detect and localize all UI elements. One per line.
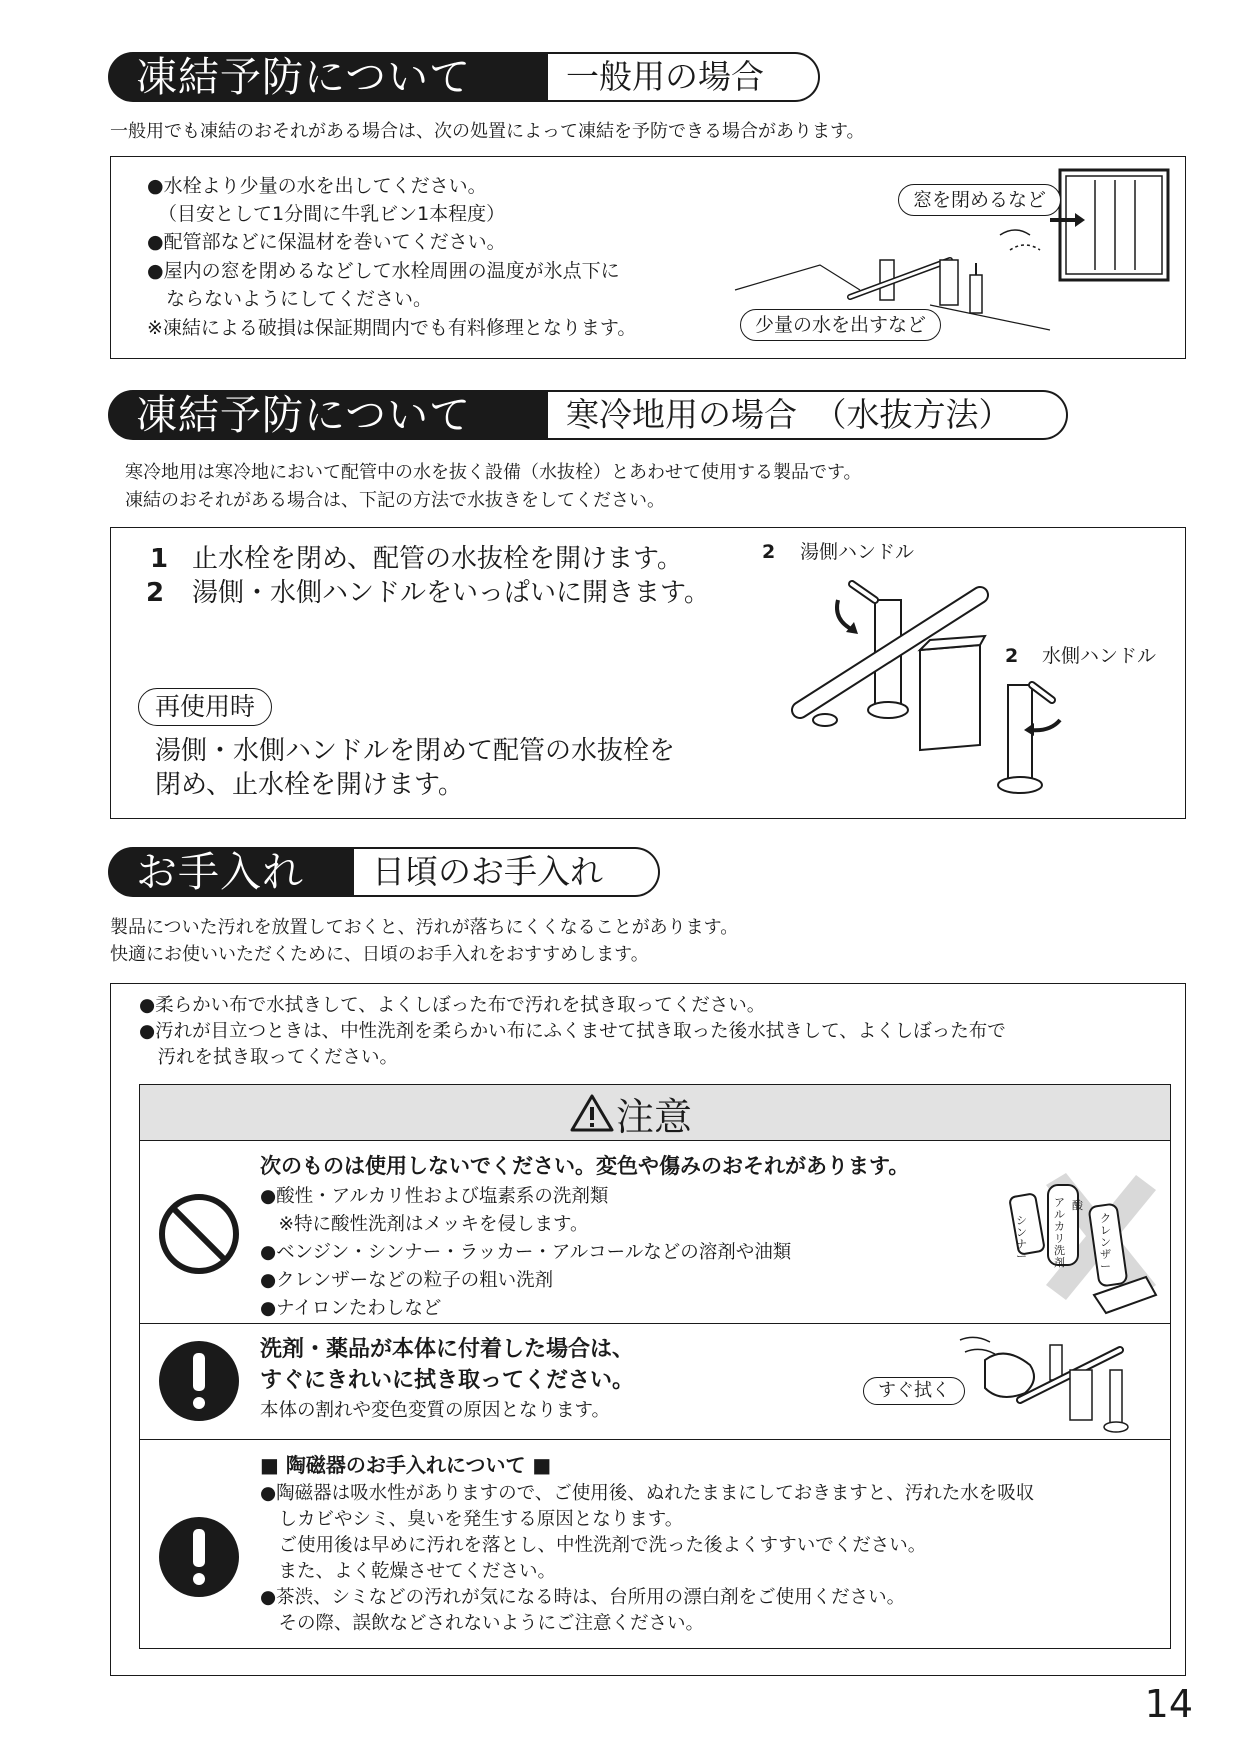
list-item: ならないようにしてください。 [147, 288, 433, 310]
section2-lead-1: 寒冷地用は寒冷地において配管中の水を抜く設備（水抜栓）とあわせて使用する製品です。 [125, 462, 862, 483]
mandatory-action-icon [157, 1515, 241, 1599]
list-item: 汚れを拭き取ってください。 [139, 1047, 399, 1068]
section3-lead-2: 快適にお使いいただくために、日頃のお手入れをおすすめします。 [110, 944, 649, 965]
list-item: （目安として1分間に牛乳ビン1本程度） [158, 203, 506, 225]
list-item: ●配管部などに保温材を巻いてください。 [147, 231, 506, 253]
list-item: ●柔らかい布で水拭きして、よくしぼった布で汚れを拭き取ってください。 [139, 995, 766, 1016]
row1-heading: 次のものは使用しないでください。変色や傷みのおそれがあります。 [260, 1154, 910, 1178]
fig-hot-num: 2 [762, 541, 776, 563]
list-item: その際、誤飲などされないようにご注意ください。 [260, 1613, 705, 1634]
reuse-text: 湯側・水側ハンドルを閉めて配管の水抜栓を [155, 736, 676, 766]
callout-wipe-now: すぐ拭く [863, 1377, 965, 1405]
list-item: また、よく乾燥させてください。 [260, 1561, 557, 1582]
page-number: 14 [1144, 1682, 1193, 1726]
list-item: ●陶磁器は吸水性がありますので、ご使用後、ぬれたままにしておきますと、汚れた水を吸収 [260, 1483, 1035, 1504]
list-item: ●ナイロンたわしなど [260, 1298, 442, 1319]
label-alkali: アルカリ洗剤 [1054, 1196, 1065, 1269]
caution-title-wrap [570, 1089, 692, 1137]
list-item: ●ベンジン・シンナー・ラッカー・アルコールなどの溶剤や油類 [260, 1242, 792, 1263]
section1-subtitle: 一般用の場合 [548, 52, 820, 102]
section3-lead-1: 製品についた汚れを放置しておくと、汚れが落ちにくくなることがあります。 [110, 917, 739, 938]
list-item: ●屋内の窓を閉めるなどして水栓周囲の温度が氷点下に [147, 260, 620, 282]
caution-title: 注意 [616, 1094, 693, 1139]
callout-close-window: 窓を閉めるなど [898, 184, 1061, 216]
reuse-label: 再使用時 [138, 688, 272, 726]
list-item: ●クレンザーなどの粒子の粗い洗剤 [260, 1270, 554, 1291]
row2-heading: 洗剤・薬品が本体に付着した場合は、 [260, 1337, 635, 1362]
note-item: ※凍結による破損は保証期間内でも有料修理となります。 [147, 317, 637, 339]
section3-subtitle: 日頃のお手入れ [354, 847, 660, 897]
list-item: ※特に酸性洗剤はメッキを侵します。 [260, 1214, 589, 1235]
list-item: しカビやシミ、臭いを発生する原因となります。 [260, 1509, 684, 1530]
step-text: 止水栓を閉め、配管の水抜栓を開けます。 [192, 544, 683, 574]
list-item: ●茶渋、シミなどの汚れが気になる時は、台所用の漂白剤をご使用ください。 [260, 1587, 906, 1608]
caution-box [139, 1084, 1171, 1649]
caution-header [140, 1085, 1170, 1141]
list-item: ご使用後は早めに汚れを落とし、中性洗剤で洗った後よくすすいでください。 [260, 1535, 927, 1556]
fig-hot-label: 湯側ハンドル [800, 541, 915, 563]
section1-lead: 一般用でも凍結のおそれがある場合は、次の処置によって凍結を予防できる場合があります。 [110, 121, 865, 142]
reuse-text: 閉め、止水栓を開けます。 [155, 770, 464, 800]
list-item: ●酸性・アルカリ性および塩素系の洗剤類 [260, 1186, 609, 1207]
prohibited-icon [157, 1192, 241, 1276]
caution-row-divider [140, 1439, 1170, 1440]
section2-lead-2: 凍結のおそれがある場合は、下記の方法で水抜きをしてください。 [125, 490, 665, 511]
callout-run-water: 少量の水を出すなど [740, 309, 941, 341]
faucet-handles-illustration [780, 570, 1080, 810]
label-thinner: シンナー [1016, 1214, 1027, 1263]
section2-title: 凍結予防について [108, 390, 548, 440]
step-number: 2 [146, 578, 165, 608]
detergent-bottles-illustration [1006, 1155, 1166, 1315]
warning-triangle-icon [570, 1093, 614, 1133]
section1-title: 凍結予防について [108, 52, 548, 102]
row2-note: 本体の割れや変色変質の原因となります。 [260, 1400, 611, 1421]
fig-cold-num: 2 [1005, 645, 1019, 667]
fig-cold-label: 水側ハンドル [1042, 645, 1157, 667]
section2-subtitle: 寒冷地用の場合 （水抜方法） [548, 390, 1068, 440]
list-item: ●水栓より少量の水を出してください。 [147, 175, 487, 197]
label-acid: 酸 [1072, 1199, 1083, 1212]
row2-heading: すぐにきれいに拭き取ってください。 [260, 1368, 635, 1393]
step-number: 1 [150, 544, 169, 574]
caution-row-divider [140, 1323, 1170, 1324]
step-text: 湯側・水側ハンドルをいっぱいに開きます。 [192, 578, 710, 608]
label-cleanser: クレンザー [1100, 1212, 1111, 1273]
mandatory-action-icon [157, 1339, 241, 1423]
row3-heading: ■ 陶磁器のお手入れについて ■ [260, 1453, 552, 1477]
section3-title: お手入れ [108, 847, 354, 897]
list-item: ●汚れが目立つときは、中性洗剤を柔らかい布にふくませて拭き取った後水拭きして、よくしぼった布で [139, 1021, 1006, 1042]
